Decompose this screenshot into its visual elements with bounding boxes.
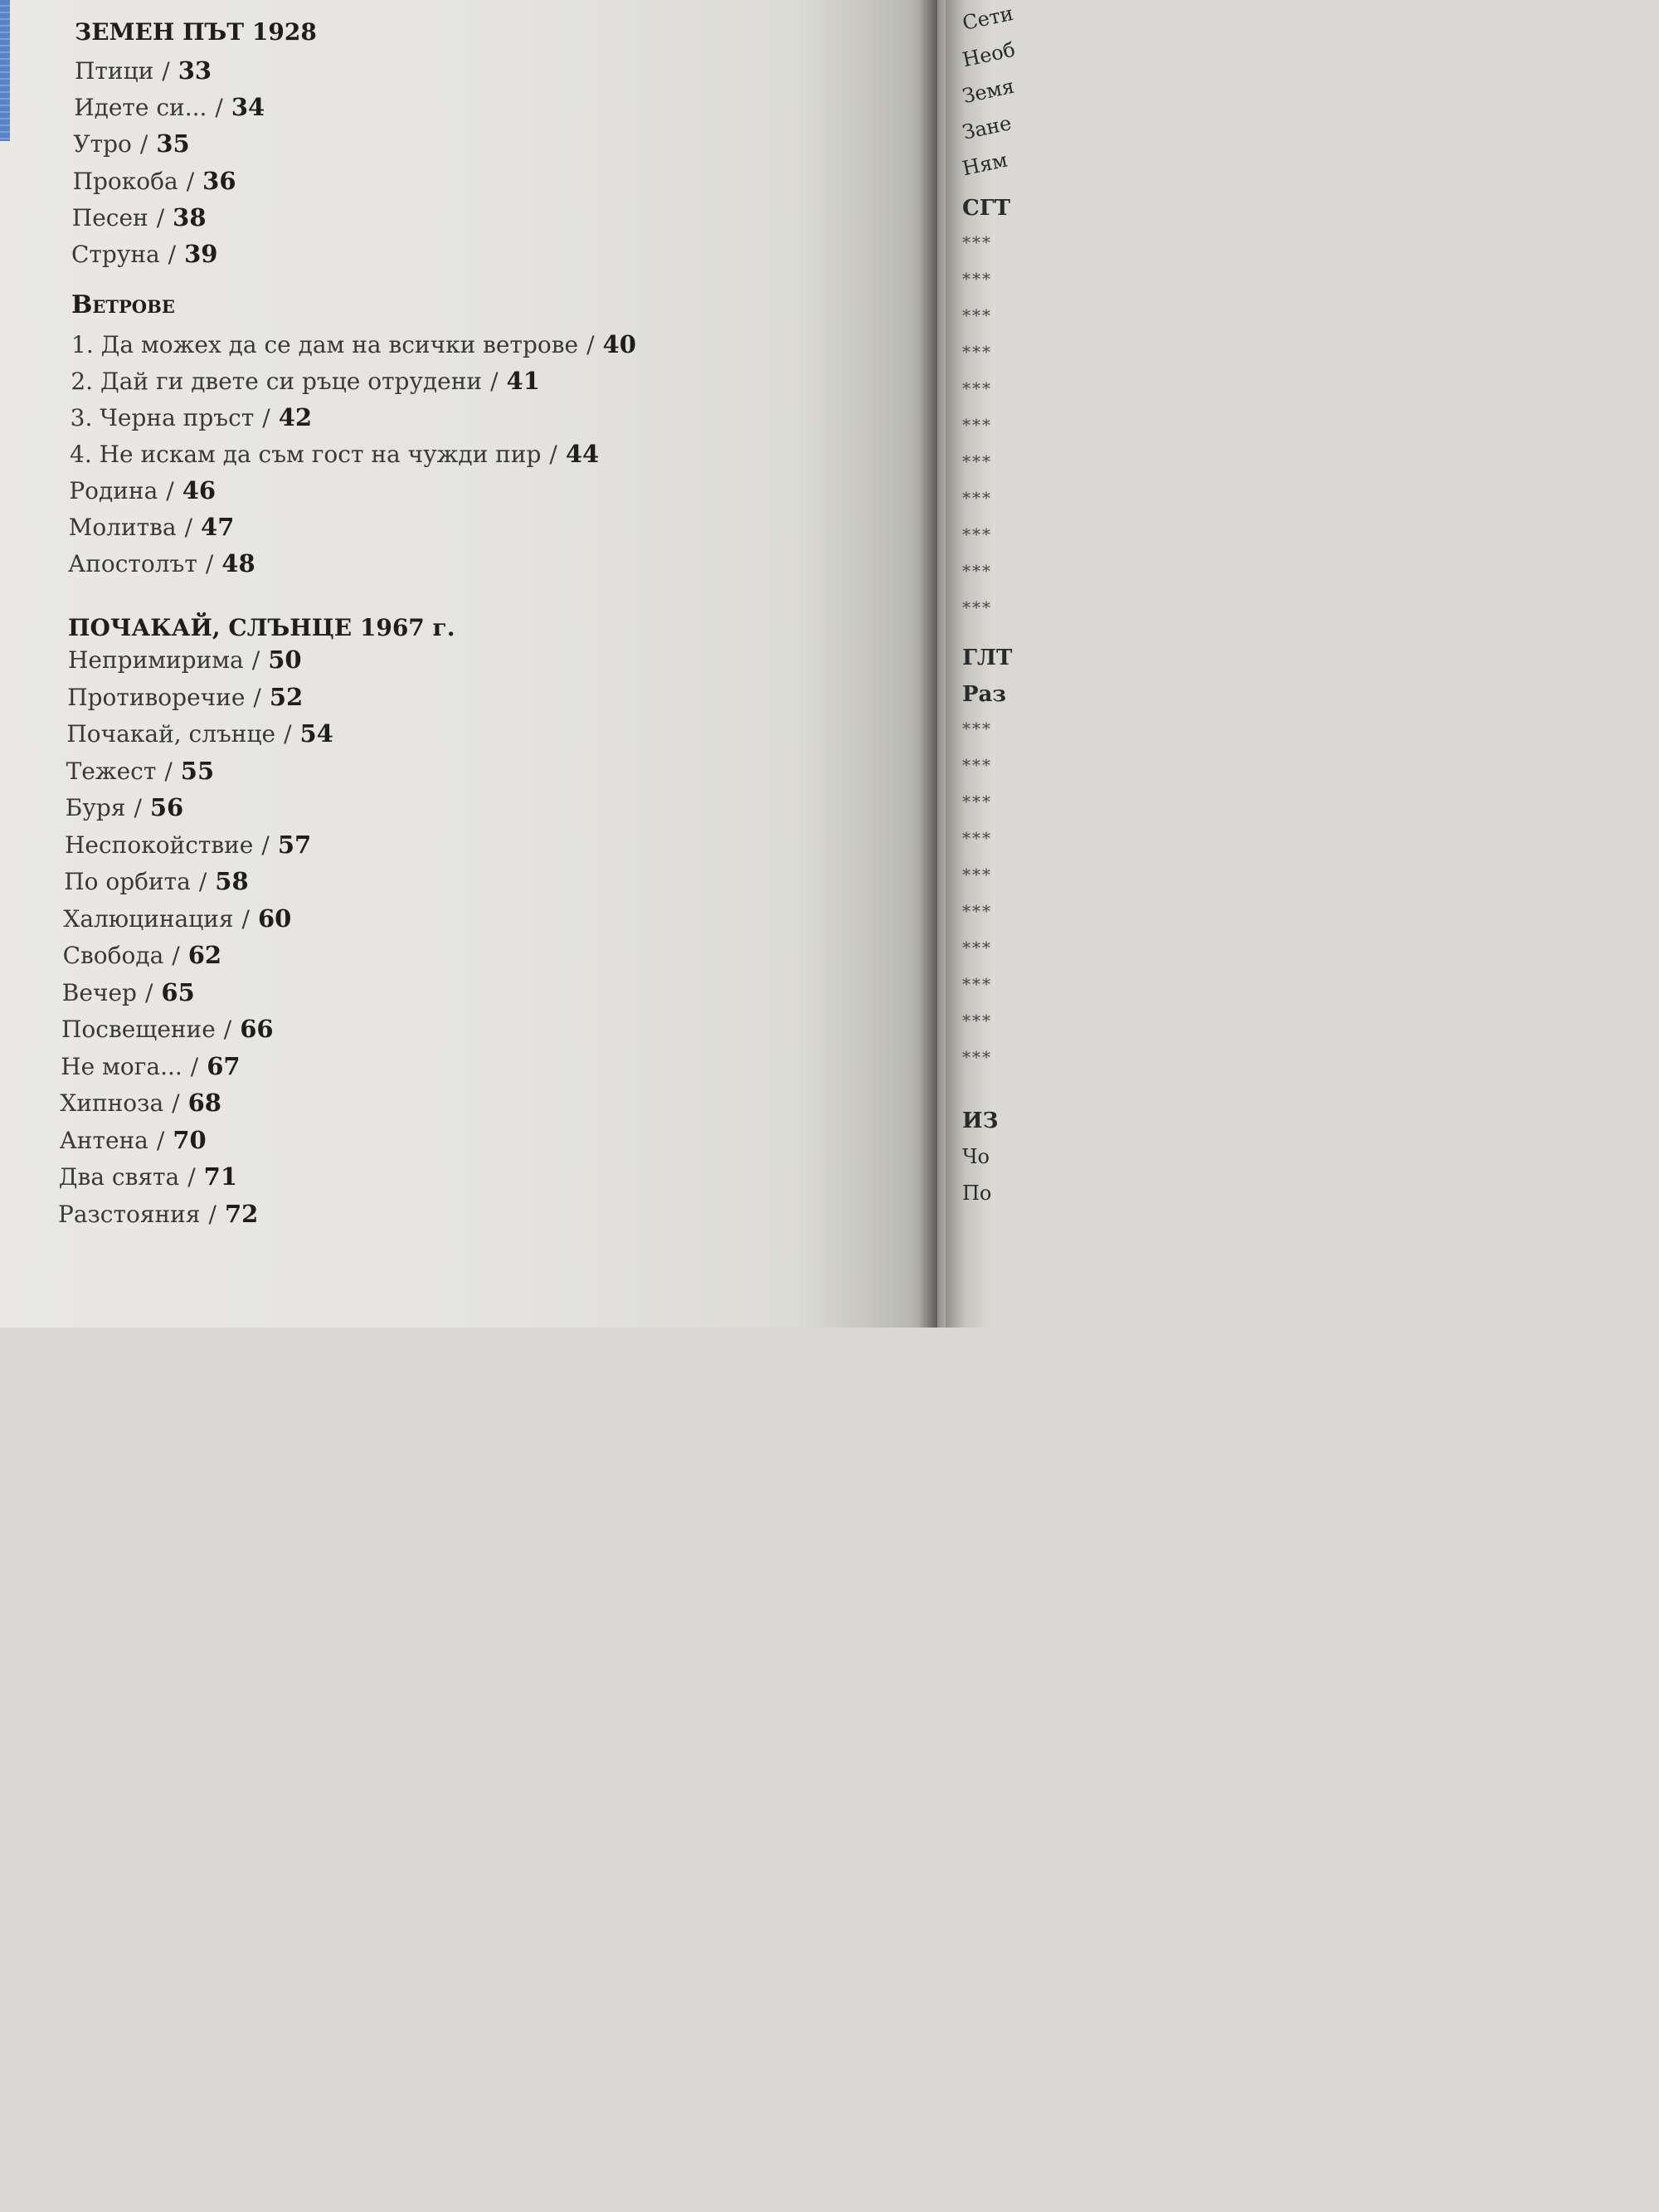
entry-separator: /: [261, 831, 270, 859]
asterisk-line: ***: [962, 755, 992, 775]
toc-entry: [65, 831, 311, 859]
entry-title: Почакай, слънце: [66, 720, 276, 748]
entry-page-number: 55: [180, 756, 215, 785]
asterisk-line: ***: [962, 719, 992, 738]
entry-page-number: 48: [221, 549, 255, 577]
toc-entry: [68, 549, 255, 577]
entry-title: 4. Не искам да съм гост на чужди пир: [70, 441, 542, 468]
entry-title: Противоречие: [67, 683, 246, 711]
entry-separator: /: [156, 1126, 165, 1154]
entry-page-number: 36: [202, 166, 236, 195]
entry-page-number: 57: [277, 830, 312, 859]
entry-title: Буря: [65, 794, 126, 821]
asterisk-line: ***: [962, 792, 992, 811]
entry-page-number: 67: [207, 1051, 241, 1080]
right-page-text: Раз: [962, 682, 1006, 707]
entry-page-number: 54: [299, 719, 333, 748]
toc-entry: [71, 240, 217, 268]
entry-title: Хипноза: [60, 1089, 164, 1117]
toc-entry: [63, 904, 291, 933]
entry-separator: /: [241, 904, 250, 933]
toc-entry: [75, 56, 212, 85]
asterisk-line: ***: [962, 378, 992, 398]
entry-page-number: 42: [278, 403, 313, 431]
toc-entry: [70, 440, 599, 468]
toc-entry: [69, 513, 235, 541]
section-title: Ветрове: [71, 290, 175, 319]
entry-separator: /: [172, 942, 180, 969]
entry-page-number: 33: [178, 56, 212, 85]
entry-title: Тежест: [66, 757, 157, 785]
toc-entry: [60, 1126, 207, 1154]
entry-separator: /: [490, 368, 499, 395]
entry-page-number: 58: [215, 867, 249, 895]
entry-separator: /: [251, 646, 260, 674]
asterisk-line: ***: [962, 561, 992, 581]
entry-page-number: 38: [173, 202, 207, 231]
right-page-text: Ням: [960, 148, 1010, 181]
entry-separator: /: [586, 331, 595, 358]
entry-title: 3. Черна пръст: [70, 404, 255, 431]
asterisk-line: ***: [962, 901, 992, 921]
entry-page-number: 41: [506, 367, 540, 395]
entry-title: По орбита: [64, 868, 191, 895]
entry-page-number: 39: [184, 240, 218, 268]
entry-separator: /: [139, 130, 148, 158]
entry-separator: /: [164, 757, 173, 785]
entry-separator: /: [162, 57, 170, 85]
entry-separator: /: [223, 1016, 232, 1043]
right-page-text: ГЛТ: [962, 646, 1013, 670]
asterisk-line: ***: [962, 415, 992, 435]
entry-title: Разстояния: [58, 1200, 201, 1228]
right-page-text: СГТ: [962, 196, 1010, 221]
toc-entry: [62, 978, 195, 1006]
entry-title: Птици: [75, 57, 154, 85]
toc-entry: [61, 1052, 240, 1080]
entry-page-number: 66: [240, 1015, 274, 1043]
entry-separator: /: [208, 1200, 216, 1228]
entry-page-number: 47: [201, 513, 235, 541]
entry-separator: /: [198, 868, 207, 895]
toc-entry: [61, 1015, 274, 1043]
section-title: ЗЕМЕН ПЪТ 1928: [75, 18, 317, 46]
entry-separator: /: [166, 477, 174, 504]
entry-separator: /: [284, 720, 292, 748]
entry-title: 2. Дай ги двете си ръце отрудени: [71, 368, 483, 395]
entry-title: Непримирима: [68, 646, 244, 674]
entry-page-number: 46: [182, 476, 216, 504]
asterisk-line: ***: [962, 597, 992, 617]
entry-title: Молитва: [68, 514, 177, 541]
entry-separator: /: [168, 241, 177, 268]
entry-page-number: 71: [203, 1162, 238, 1191]
entry-separator: /: [187, 1163, 196, 1191]
toc-entry: [66, 757, 215, 785]
right-page-text: Зане: [960, 111, 1014, 144]
entry-title: Халюцинация: [63, 904, 234, 933]
entry-title: Два свята: [58, 1163, 180, 1191]
entry-separator: /: [186, 167, 195, 195]
asterisk-line: ***: [962, 488, 992, 508]
asterisk-line: ***: [962, 865, 992, 884]
toc-entry: [59, 1162, 237, 1191]
entry-separator: /: [172, 1089, 180, 1117]
toc-entry: [66, 793, 183, 821]
entry-page-number: 44: [565, 440, 600, 468]
entry-title: Апостолът: [68, 550, 197, 577]
entry-separator: /: [262, 404, 270, 431]
right-page-text: Чо: [962, 1145, 990, 1168]
toc-entry: [71, 403, 312, 431]
entry-separator: /: [134, 794, 142, 821]
entry-page-number: 62: [187, 941, 222, 969]
entry-title: Неспокойствие: [65, 831, 254, 859]
toc-entry: [67, 683, 303, 711]
entry-title: Посвещение: [61, 1016, 216, 1043]
entry-page-number: 40: [602, 330, 636, 358]
asterisk-line: ***: [962, 1011, 992, 1030]
toc-entry: [74, 93, 265, 121]
entry-separator: /: [184, 514, 193, 541]
asterisk-line: ***: [962, 974, 992, 994]
entry-title: Песен: [71, 203, 148, 231]
toc-entry: [60, 1089, 221, 1117]
entry-title: Струна: [71, 241, 160, 268]
right-page-text: По: [962, 1182, 992, 1205]
asterisk-line: ***: [962, 269, 992, 289]
right-page-partial: [946, 0, 1018, 1328]
asterisk-line: ***: [962, 1047, 992, 1067]
entry-separator: /: [253, 683, 261, 711]
asterisk-line: ***: [962, 451, 992, 471]
asterisk-line: ***: [962, 938, 992, 957]
entry-page-number: 34: [231, 93, 265, 122]
entry-separator: /: [144, 978, 153, 1006]
entry-separator: /: [549, 441, 557, 468]
entry-separator: /: [156, 203, 165, 231]
entry-title: Идете си...: [74, 94, 207, 122]
entry-page-number: 35: [156, 129, 190, 158]
asterisk-line: ***: [962, 524, 992, 544]
toc-entry: [73, 129, 189, 158]
asterisk-line: ***: [962, 342, 992, 362]
entry-title: Утро: [73, 130, 132, 158]
entry-title: Антена: [59, 1126, 148, 1154]
entry-separator: /: [205, 550, 214, 577]
toc-entry: [66, 719, 333, 748]
toc-entry: [68, 646, 302, 674]
entry-page-number: 50: [268, 646, 302, 674]
toc-entry: [72, 203, 207, 231]
entry-page-number: 68: [187, 1089, 221, 1117]
right-page-text: Сети: [960, 1, 1016, 36]
right-page-text: Необ: [960, 37, 1018, 72]
entry-title: Свобода: [62, 942, 164, 969]
toc-entry: [58, 1200, 258, 1228]
right-page-text: Земя: [960, 74, 1017, 109]
entry-page-number: 70: [173, 1125, 207, 1154]
table-of-contents: [0, 0, 912, 1328]
asterisk-line: ***: [962, 232, 992, 252]
asterisk-line: ***: [962, 828, 992, 848]
entry-page-number: 60: [257, 904, 292, 933]
entry-separator: /: [190, 1052, 199, 1080]
entry-page-number: 65: [161, 977, 195, 1006]
entry-page-number: 56: [149, 793, 184, 821]
entry-title: Родина: [69, 477, 158, 504]
section-title: ПОЧАКАЙ, СЛЪНЦЕ 1967 г.: [68, 614, 455, 641]
entry-page-number: 72: [224, 1199, 259, 1228]
toc-entry: [71, 367, 540, 395]
entry-title: 1. Да можех да се дам на всички ветрове: [71, 331, 579, 358]
entry-separator: /: [215, 94, 223, 122]
toc-entry: [71, 330, 636, 358]
toc-entry: [64, 867, 248, 895]
entry-title: Не мога...: [61, 1052, 182, 1080]
right-page-text: ИЗ: [962, 1108, 999, 1133]
entry-title: Вечер: [61, 978, 137, 1006]
entry-page-number: 52: [269, 682, 304, 711]
entry-title: Прокоба: [72, 167, 178, 195]
asterisk-line: ***: [962, 305, 992, 325]
toc-entry: [69, 476, 216, 504]
toc-entry: [73, 167, 236, 195]
toc-entry: [63, 941, 222, 969]
